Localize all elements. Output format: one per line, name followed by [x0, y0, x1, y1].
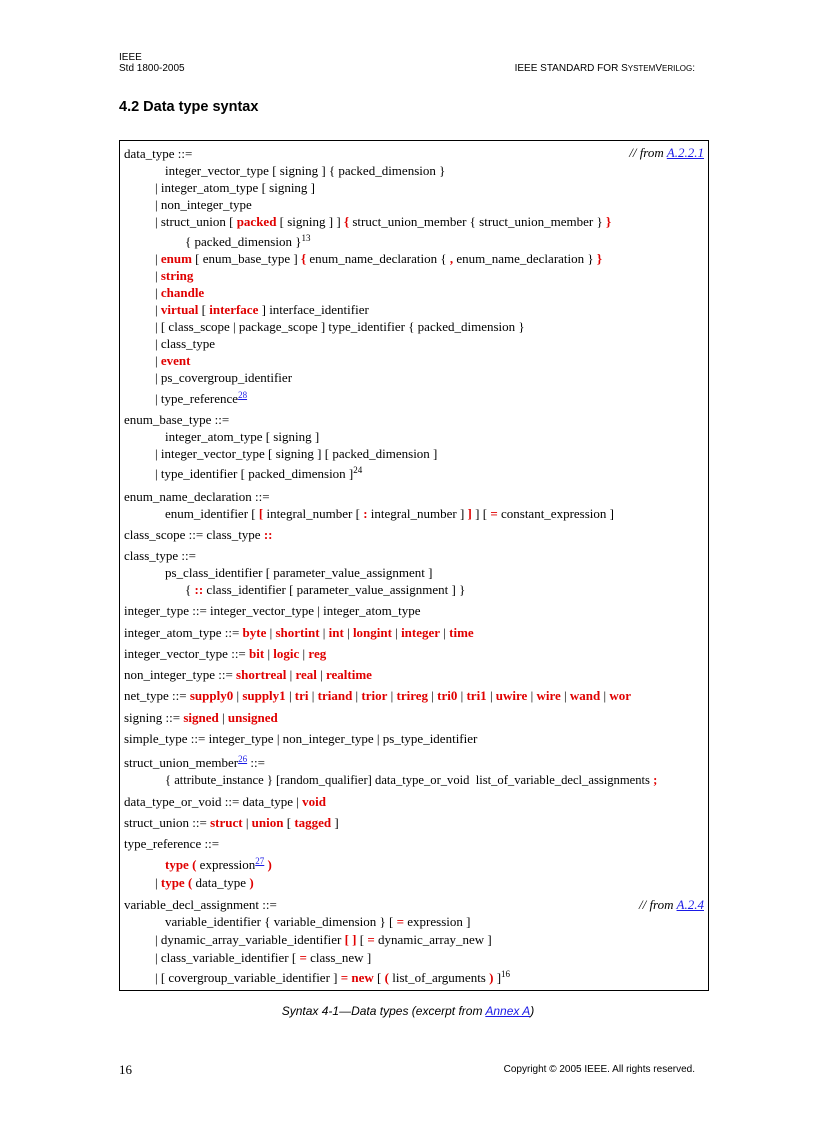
syntax-line: | dynamic_array_variable_identifier [ ] [ = dynamic_array_new ] — [155, 932, 492, 947]
syntax-line: | struct_union [ packed [ signing ] ] { struct_union_member { struct_union_member } } — [155, 214, 612, 229]
syntax-line: | non_integer_type — [155, 197, 252, 212]
header-title: IEEE STANDARD FOR SYSTEMVERILOG: — [514, 63, 695, 74]
syntax-line: enum_name_declaration ::= — [124, 489, 270, 504]
syntax-line: ps_class_identifier [ parameter_value_assignment ] — [165, 565, 433, 580]
syntax-line: { packed_dimension }$^{13}$ — [185, 233, 311, 249]
from-annotation-1: // from A.2.2.1 — [629, 145, 704, 160]
syntax-line: integer_vector_type [ signing ] { packed_dimension } — [165, 163, 446, 178]
syntax-line: { attribute_instance } [random_qualifier] data_type_or_void list_of_variable_decl_assignments ; — [165, 773, 658, 787]
footnote-24: 24 — [353, 465, 363, 475]
section-title: 4.2 Data type syntax — [119, 99, 259, 115]
syntax-line: type_reference ::= — [124, 836, 220, 851]
syntax-line: | type ( data_type ) — [155, 875, 254, 890]
syntax-line: non_integer_type ::= shortreal | real | realtime — [124, 667, 372, 682]
syntax-line: | chandle — [155, 285, 205, 300]
syntax-line: | type_identifier [ packed_dimension ]$^{24}$ — [155, 465, 363, 481]
syntax-line: | string — [155, 268, 194, 283]
syntax-line: | virtual [ interface ] interface_identifier — [155, 302, 369, 317]
syntax-line: class_scope ::= class_type :: — [124, 527, 273, 542]
syntax-line: | ps_covergroup_identifier — [155, 370, 293, 385]
syntax-line: | [ class_scope | package_scope ] type_identifier { packed_dimension } — [155, 319, 525, 334]
page-number: 16 — [119, 1062, 132, 1077]
syntax-line: | class_variable_identifier [ = class_new ] — [155, 950, 372, 965]
syntax-line: enum_base_type ::= — [124, 412, 230, 427]
annex-a-link[interactable]: Annex A — [485, 1004, 531, 1018]
header-std: Std 1800-2005 — [119, 63, 185, 74]
footnote-16: 16 — [501, 969, 511, 979]
syntax-line: net_type ::= supply0 | supply1 | tri | triand | trior | trireg | tri0 | tri1 | uwire | wire | wand | wor — [124, 688, 632, 703]
syntax-line: data_type ::= — [124, 146, 193, 161]
syntax-line: | integer_atom_type [ signing ] — [155, 180, 316, 195]
syntax-line: struct_union_member$^{26}$ ::= — [124, 754, 265, 770]
syntax-line: enum_identifier [ [ integral_number [ : integral_number ] ] ] [ = constant_expression ] — [165, 506, 614, 521]
syntax-line: variable_identifier { variable_dimension } [ = expression ] — [165, 914, 471, 929]
syntax-line: integer_atom_type [ signing ] — [165, 429, 320, 444]
copyright: Copyright © 2005 IEEE. All rights reserved. — [503, 1064, 695, 1075]
syntax-line: struct_union ::= struct | union [ tagged ] — [124, 815, 339, 830]
syntax-line: | enum [ enum_base_type ] { enum_name_declaration { , enum_name_declaration } } — [155, 251, 603, 266]
footnote-link-28[interactable]: 28 — [238, 390, 248, 400]
syntax-line: | event — [155, 353, 191, 368]
syntax-line: type ( expression$^{27}$ ) — [165, 856, 272, 872]
footnote-link-27[interactable]: 27 — [255, 856, 265, 866]
syntax-line: | class_type — [155, 336, 216, 351]
footnote-link-26[interactable]: 26 — [238, 754, 248, 764]
from-annotation-2: // from A.2.4 — [638, 897, 704, 912]
figure-caption: Syntax 4-1—Data types (excerpt from Annex A) — [281, 1004, 535, 1018]
footnote-13: 13 — [301, 233, 311, 243]
syntax-line: variable_decl_assignment ::= — [124, 897, 277, 912]
syntax-line: class_type ::= — [124, 548, 196, 563]
syntax-line: | integer_vector_type [ signing ] [ packed_dimension ] — [155, 446, 438, 461]
syntax-line: data_type_or_void ::= data_type | void — [124, 794, 327, 809]
syntax-line: integer_atom_type ::= byte | shortint | int | longint | integer | time — [124, 625, 474, 640]
syntax-line: simple_type ::= integer_type | non_integer_type | ps_type_identifier — [124, 731, 478, 746]
syntax-line: integer_vector_type ::= bit | logic | reg — [124, 646, 327, 661]
syntax-line: signing ::= signed | unsigned — [124, 710, 278, 725]
from-link-1[interactable]: A.2.2.1 — [666, 145, 704, 160]
syntax-line: integer_type ::= integer_vector_type | integer_atom_type — [124, 603, 421, 618]
header-org: IEEE — [119, 52, 142, 63]
syntax-line: | [ covergroup_variable_identifier ] = new [ ( list_of_arguments ) ]$^{16}$ — [155, 969, 511, 985]
syntax-line: | type_reference$^{28}$ — [155, 390, 248, 406]
from-link-2[interactable]: A.2.4 — [676, 897, 704, 912]
syntax-line: { :: class_identifier [ parameter_value_assignment ] } — [185, 582, 466, 597]
